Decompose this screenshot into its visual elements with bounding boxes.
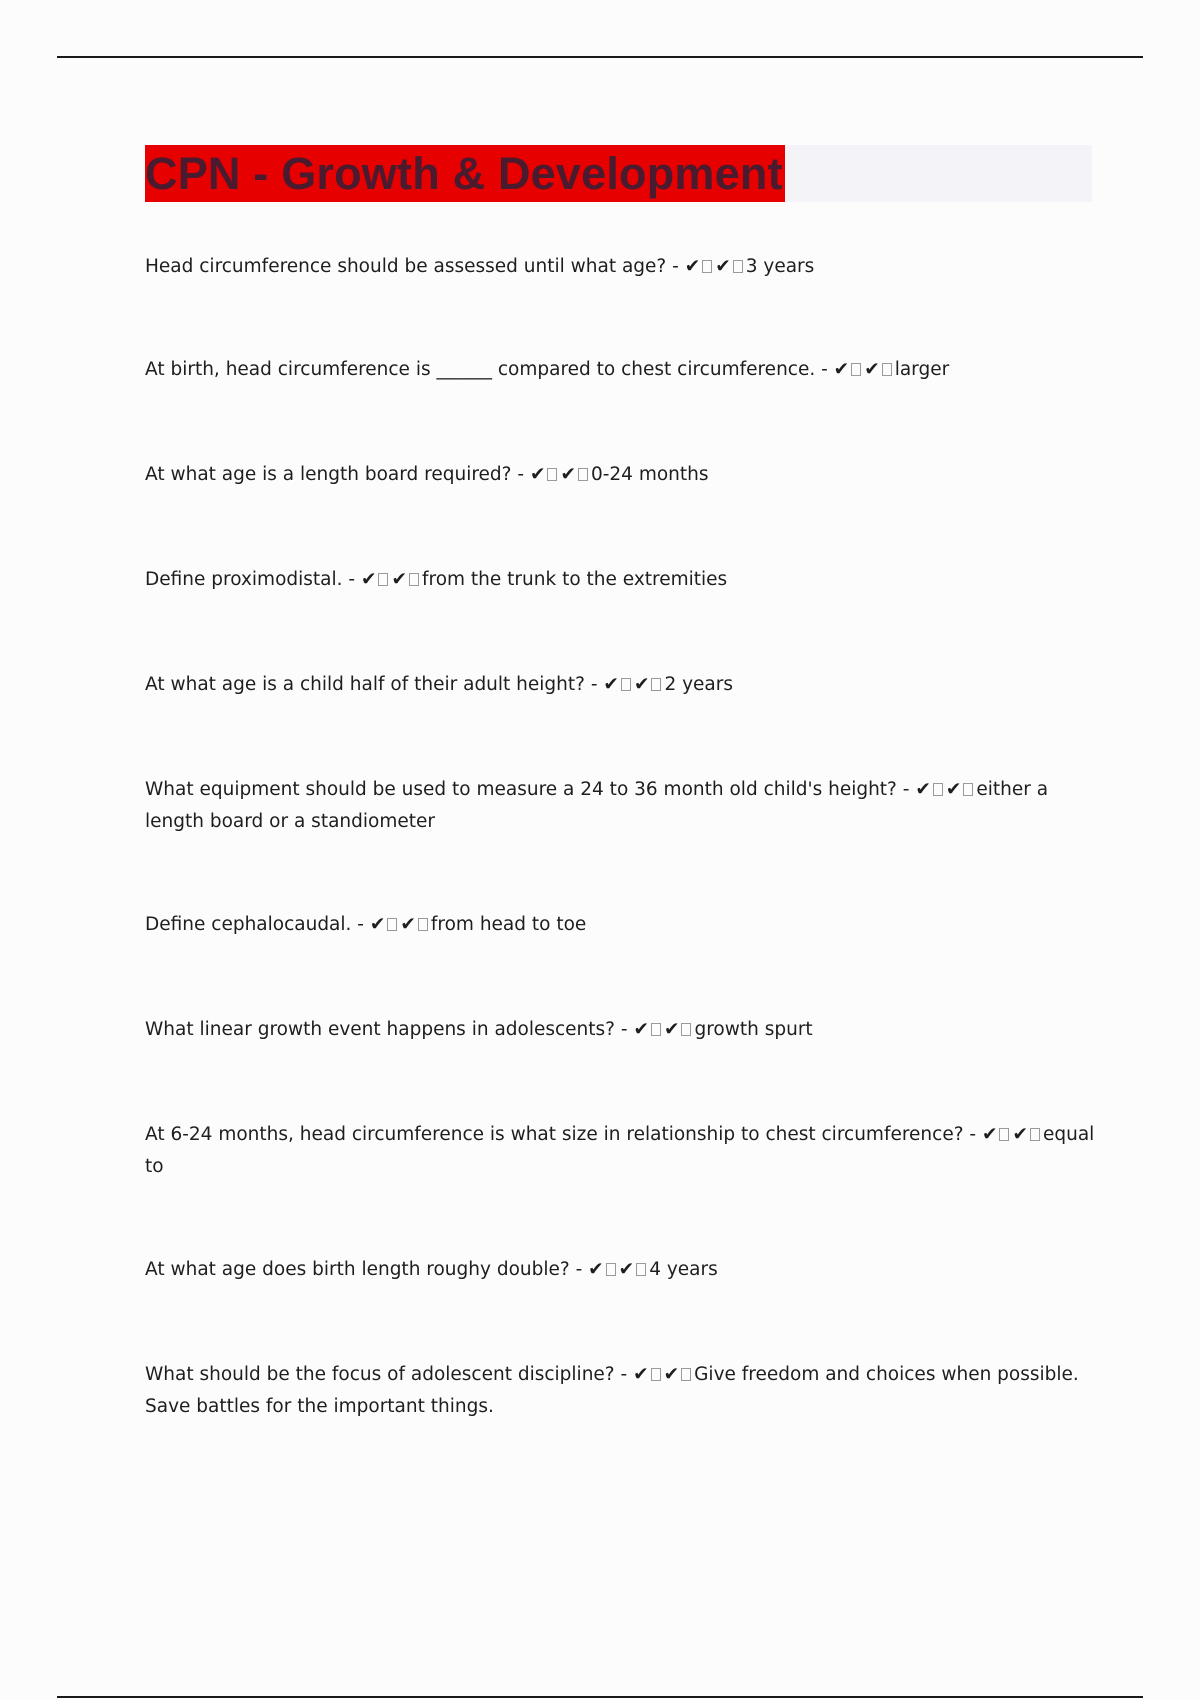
- check-icon: ✔: [633, 1019, 649, 1040]
- box-glyph-icon: [409, 573, 419, 586]
- question-text: At what age is a child half of their adult height?: [145, 674, 585, 695]
- check-icon: ✔: [360, 569, 377, 590]
- qa-separator: -: [615, 1019, 634, 1040]
- qa-item: [145, 251, 1095, 283]
- qa-separator: -: [569, 1259, 589, 1280]
- check-icon: ✔: [633, 674, 650, 695]
- qa-separator: -: [815, 359, 834, 380]
- check-icon: ✔: [391, 569, 407, 590]
- qa-separator: -: [511, 464, 530, 485]
- box-glyph-icon: [651, 1368, 661, 1381]
- qa-item: [145, 354, 1095, 386]
- question-text: What equipment should be used to measure a 24 to 36 month old child's height?: [145, 779, 897, 800]
- answer-text: 4 years: [649, 1259, 718, 1280]
- qa-item: [145, 774, 1095, 838]
- question-text: What linear growth event happens in adolescents?: [145, 1019, 615, 1040]
- box-glyph-icon: [851, 363, 861, 376]
- check-icon: ✔: [1012, 1124, 1028, 1145]
- box-glyph-icon: [963, 783, 973, 796]
- top-rule: [57, 56, 1143, 58]
- box-glyph-icon: [882, 363, 892, 376]
- qa-item: [145, 1254, 1095, 1286]
- qa-item: [145, 459, 1095, 491]
- check-icon: ✔: [981, 1124, 998, 1145]
- qa-separator: -: [963, 1124, 982, 1145]
- question-text: At what age is a length board required?: [145, 464, 512, 485]
- qa-separator: -: [896, 779, 916, 800]
- answer-text: equal to: [145, 1124, 1095, 1177]
- qa-item: [145, 564, 1095, 596]
- check-icon: ✔: [864, 359, 880, 380]
- answer-text: growth spurt: [694, 1019, 813, 1040]
- qa-item: [145, 1014, 1095, 1046]
- question-text: Define cephalocaudal.: [145, 914, 352, 935]
- check-icon: ✔: [663, 1019, 680, 1040]
- check-icon: ✔: [633, 1364, 649, 1385]
- qa-separator: -: [614, 1364, 634, 1385]
- question-text: At birth, head circumference is ______ compared to chest circumference.: [145, 359, 816, 380]
- answer-text: larger: [894, 359, 950, 380]
- check-icon: ✔: [915, 779, 931, 800]
- check-icon: ✔: [833, 359, 850, 380]
- box-glyph-icon: [733, 260, 743, 273]
- bottom-rule: [57, 1696, 1143, 1698]
- qa-separator: -: [342, 569, 361, 590]
- answer-text: 2 years: [664, 674, 734, 695]
- question-text: At what age does birth length roughy double?: [145, 1259, 570, 1280]
- box-glyph-icon: [651, 1023, 661, 1036]
- question-text: Define proximodistal.: [145, 569, 343, 590]
- box-glyph-icon: [681, 1023, 691, 1036]
- box-glyph-icon: [387, 918, 397, 931]
- box-glyph-icon: [999, 1128, 1009, 1141]
- answer-text: 0-24 months: [590, 464, 709, 485]
- check-icon: ✔: [715, 256, 731, 277]
- question-text: What should be the focus of adolescent discipline?: [145, 1364, 615, 1385]
- check-icon: ✔: [529, 464, 546, 485]
- box-glyph-icon: [547, 468, 557, 481]
- check-icon: ✔: [945, 779, 962, 800]
- box-glyph-icon: [578, 468, 588, 481]
- box-glyph-icon: [681, 1368, 691, 1381]
- qa-item: [145, 1119, 1095, 1183]
- box-glyph-icon: [933, 783, 943, 796]
- answer-text: Give freedom and choices when possible. Save battles for the important things.: [145, 1364, 1079, 1417]
- qa-separator: -: [666, 256, 685, 277]
- box-glyph-icon: [1030, 1128, 1040, 1141]
- check-icon: ✔: [588, 1259, 604, 1280]
- qa-item: [145, 909, 1095, 941]
- question-text: Head circumference should be assessed until what age?: [145, 256, 667, 277]
- qa-separator: -: [351, 914, 370, 935]
- box-glyph-icon: [636, 1263, 646, 1276]
- check-icon: ✔: [684, 256, 701, 277]
- check-icon: ✔: [560, 464, 576, 485]
- answer-text: either a length board or a standiometer: [145, 779, 1049, 832]
- box-glyph-icon: [606, 1263, 616, 1276]
- qa-item: [145, 669, 1095, 701]
- box-glyph-icon: [702, 260, 712, 273]
- document-title: CPN - Growth & Development: [145, 145, 785, 202]
- box-glyph-icon: [418, 918, 428, 931]
- answer-text: 3 years: [745, 256, 815, 277]
- box-glyph-icon: [621, 678, 631, 691]
- check-icon: ✔: [603, 674, 619, 695]
- check-icon: ✔: [369, 914, 386, 935]
- check-icon: ✔: [400, 914, 416, 935]
- check-icon: ✔: [663, 1364, 680, 1385]
- box-glyph-icon: [651, 678, 661, 691]
- answer-text: from the trunk to the extremities: [422, 569, 728, 590]
- question-text: At 6-24 months, head circumference is what size in relationship to chest circumference?: [145, 1124, 964, 1145]
- box-glyph-icon: [378, 573, 388, 586]
- qa-item: [145, 1359, 1095, 1423]
- check-icon: ✔: [618, 1259, 635, 1280]
- qa-separator: -: [584, 674, 604, 695]
- answer-text: from head to toe: [430, 914, 587, 935]
